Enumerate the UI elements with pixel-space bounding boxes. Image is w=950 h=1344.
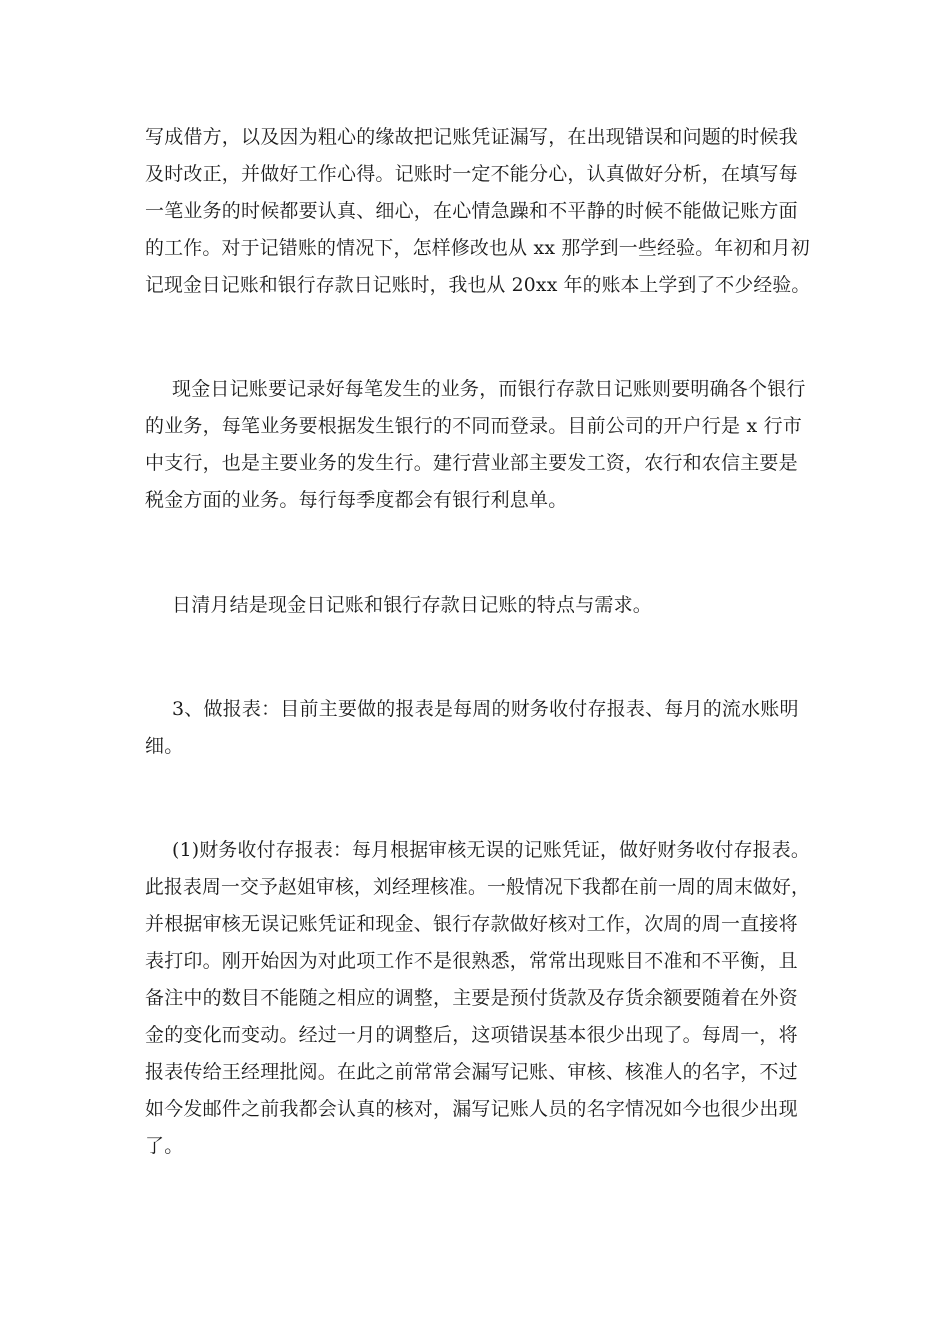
text-line: 表打印。刚开始因为对此项工作不是很熟悉，常常出现账目不准和不平衡，且 <box>145 950 798 972</box>
text-line: 备注中的数目不能随之相应的调整，主要是预付货款及存货余额要随着在外资 <box>145 987 798 1009</box>
text-line: 的业务，每笔业务要根据发生银行的不同而登录。目前公司的开户行是 x 行市 <box>145 415 802 437</box>
text-line: 记现金日记账和银行存款日记账时，我也从 20xx 年的账本上学到了不少经验。 <box>145 274 811 296</box>
text-line: 一笔业务的时候都要认真、细心，在心情急躁和不平静的时候不能做记账方面 <box>145 200 798 222</box>
text-line: 并根据审核无误记账凭证和现金、银行存款做好核对工作，次周的周一直接将 <box>145 913 798 935</box>
text-line: 金的变化而变动。经过一月的调整后，这项错误基本很少出现了。每周一，将 <box>145 1024 798 1046</box>
text-line: 了。 <box>145 1135 184 1157</box>
text-line: (1)财务收付存报表：每月根据审核无误的记账凭证，做好财务收付存报表。 <box>172 839 810 861</box>
text-line: 日清月结是现金日记账和银行存款日记账的特点与需求。 <box>172 594 653 616</box>
text-line: 报表传给王经理批阅。在此之前常常会漏写记账、审核、核准人的名字，不过 <box>145 1061 798 1083</box>
text-line: 中支行，也是主要业务的发生行。建行营业部主要发工资，农行和农信主要是 <box>145 452 798 474</box>
text-line: 现金日记账要记录好每笔发生的业务，而银行存款日记账则要明确各个银行 <box>172 378 806 400</box>
text-line: 此报表周一交予赵姐审核，刘经理核准。一般情况下我都在前一周的周末做好， <box>145 876 811 898</box>
text-line: 细。 <box>145 735 184 757</box>
text-line: 税金方面的业务。每行每季度都会有银行利息单。 <box>145 489 568 511</box>
text-line: 的工作。对于记错账的情况下，怎样修改也从 xx 那学到一些经验。年初和月初 <box>145 237 810 259</box>
text-line: 写成借方，以及因为粗心的缘故把记账凭证漏写，在出现错误和问题的时候我 <box>145 126 798 148</box>
text-line: 3、做报表：目前主要做的报表是每周的财务收付存报表、每月的流水账明 <box>172 698 799 720</box>
text-line: 如今发邮件之前我都会认真的核对，漏写记账人员的名字情况如今也很少出现 <box>145 1098 798 1120</box>
text-line: 及时改正，并做好工作心得。记账时一定不能分心，认真做好分析，在填写每 <box>145 163 798 185</box>
